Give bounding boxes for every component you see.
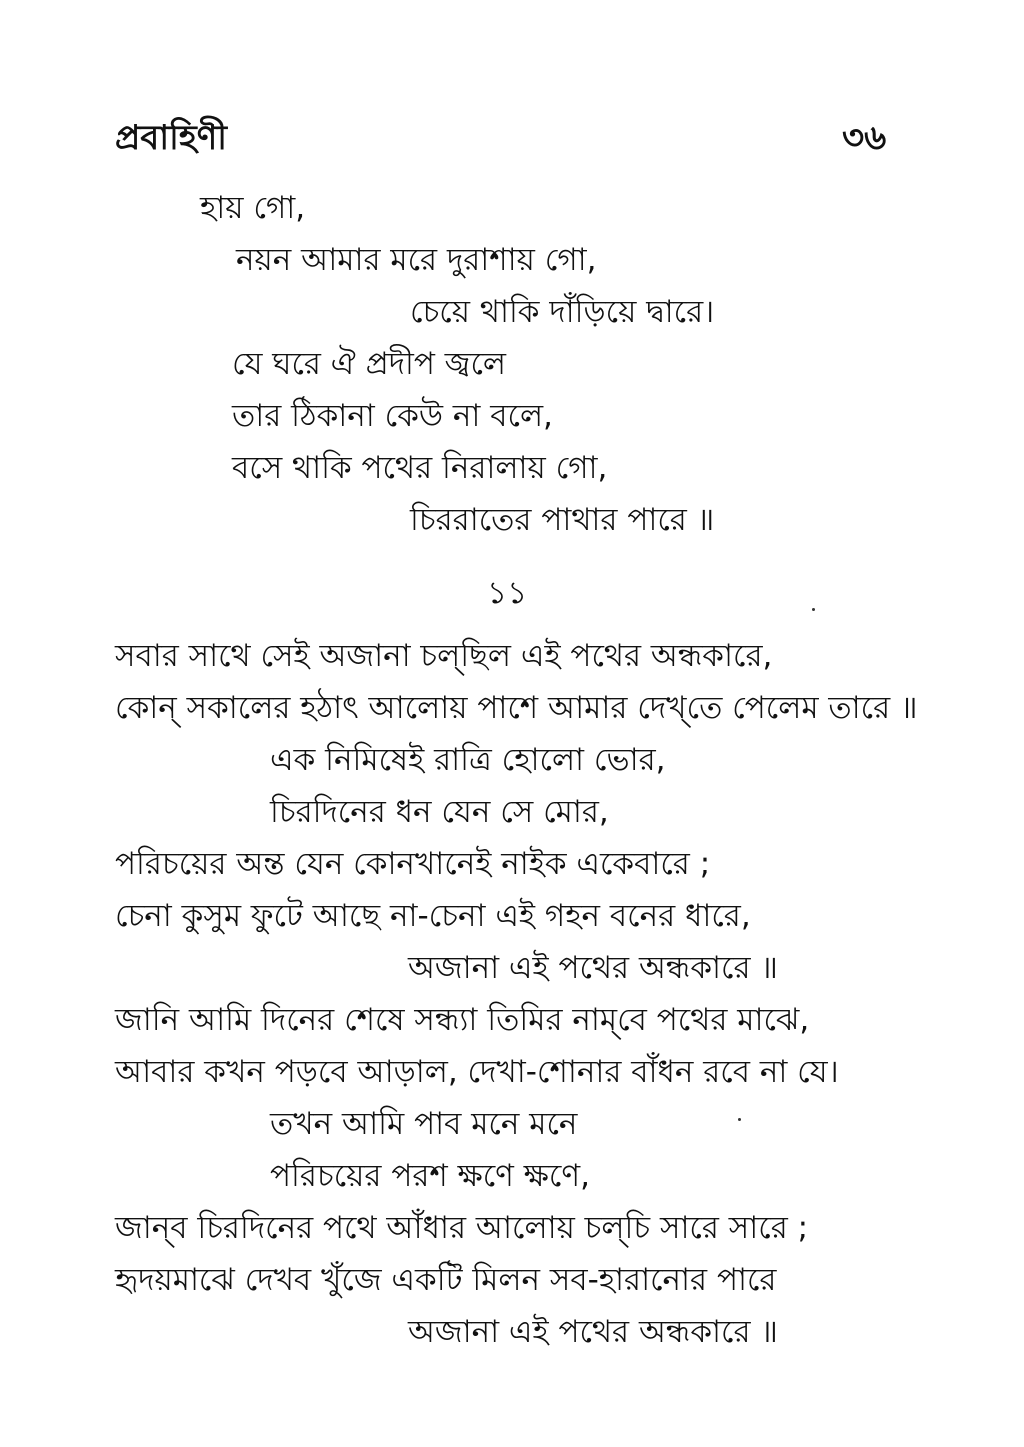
- verse-line: হায় গো,: [200, 190, 306, 226]
- verse-line: বসে থাকি পথের নিরালায় গো,: [232, 450, 608, 486]
- verse-line: চেনা কুসুম ফুটে আছে না-চেনা এই গহন বনের ধারে,: [115, 898, 751, 934]
- verse-line: আবার কখন পড়বে আড়াল, দেখা-শোনার বাঁধন রবে না যে।: [115, 1054, 839, 1090]
- verse-line: নয়ন আমার মরে দুরাশায় গো,: [236, 242, 597, 278]
- page-number: ৩৬: [842, 118, 887, 158]
- verse-line: চেয়ে থাকি দাঁড়িয়ে দ্বারে।: [410, 294, 715, 330]
- verse-line: তার ঠিকানা কেউ না বলে,: [232, 398, 553, 434]
- verse-line: এক নিমিষেই রাত্রি হোলো ভোর,: [270, 742, 666, 778]
- verse-line: পরিচয়ের অন্ত যেন কোনখানেই নাইক একেবারে ;: [115, 846, 711, 882]
- verse-line: সবার সাথে সেই অজানা চল্‌ছিল এই পথের অন্ধকারে,: [115, 638, 773, 674]
- verse-line: চিররাতের পাথার পারে ॥: [410, 502, 715, 538]
- verse-line: অজানা এই পথের অন্ধকারে ॥: [408, 1314, 778, 1350]
- verse-line: অজানা এই পথের অন্ধকারে ॥: [408, 950, 778, 986]
- print-speck: [738, 1118, 741, 1121]
- verse-line: হৃদয়মাঝে দেখব খুঁজে একটি মিলন সব-হারানোর পারে: [115, 1262, 777, 1298]
- verse-line: পরিচয়ের পরশ ক্ষণে ক্ষণে,: [270, 1158, 590, 1194]
- verse-line: তখন আমি পাব মনে মনে: [270, 1106, 578, 1142]
- running-head-title: প্রবাহিণী: [115, 118, 228, 158]
- verse-line: জানি আমি দিনের শেষে সন্ধ্যা তিমির নাম্‌বে পথের মাঝে,: [115, 1002, 810, 1038]
- verse-line: জান্‌ব চিরদিনের পথে আঁধার আলোয় চল্‌চি সারে সারে ;: [115, 1210, 809, 1246]
- verse-line: চিরদিনের ধন যেন সে মোর,: [270, 794, 609, 830]
- verse-line: কোন্‌ সকালের হঠাৎ আলোয় পাশে আমার দেখ্‌তে পেলেম তারে ॥: [115, 690, 918, 726]
- print-speck: [812, 608, 815, 611]
- song-number: ১১: [487, 575, 528, 611]
- verse-line: যে ঘরে ঐ প্রদীপ জ্বলে: [232, 346, 507, 382]
